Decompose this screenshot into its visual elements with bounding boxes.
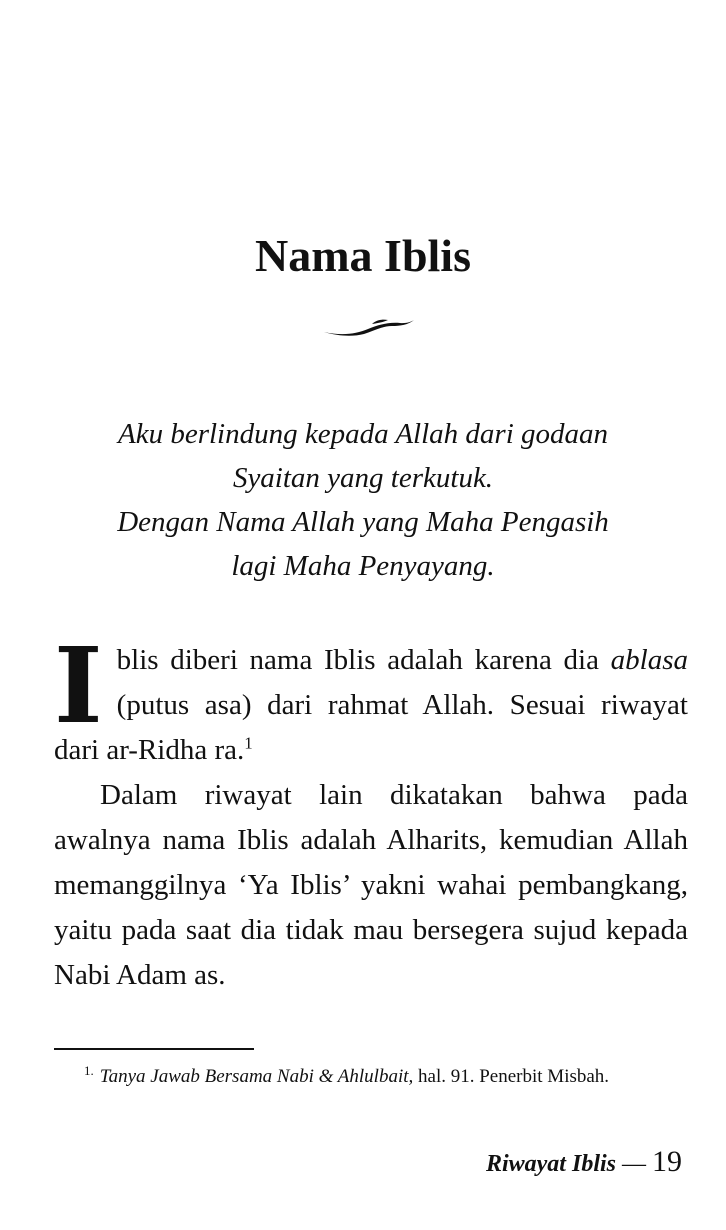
- paragraph-text: blis diberi nama Iblis adalah karena dia: [116, 644, 599, 676]
- footnote-mark: 1.: [84, 1062, 94, 1078]
- ornament-swash: [322, 314, 416, 340]
- basmala-line: Syaitan yang terkutuk.: [232, 462, 494, 494]
- basmala-line: lagi Maha Penyayang.: [231, 550, 495, 582]
- chapter-title: Nama Iblis: [255, 230, 471, 281]
- paragraph-text: (putus asa) dari rahmat Allah. Sesuai riwayat dari ar-Ridha ra.: [54, 689, 688, 766]
- basmala-line: Dengan Nama Allah yang Maha Pengasih: [117, 506, 609, 538]
- page-number: 19: [652, 1145, 682, 1178]
- running-footer: [486, 1146, 682, 1180]
- basmala-block: [0, 412, 726, 588]
- running-title: Riwayat Iblis: [485, 1151, 616, 1177]
- body-text: [54, 624, 689, 998]
- paragraph: [54, 624, 689, 773]
- footnote-reference[interactable]: 1: [244, 733, 253, 753]
- paragraph: Dalam riwayat lain dikatakan bahwa pada awalnya nama Iblis adalah Alharits, kemudian Allah memanggilnya ‘Ya Iblis’ yakni wahai pembangkang, yaitu pada saat dia tidak mau bersegera sujud kepada Nabi Adam as.: [54, 779, 688, 991]
- footnote: [54, 1064, 694, 1090]
- basmala-line: Aku berlindung kepada Allah dari godaan: [118, 418, 608, 450]
- footnote-text: hal. 91. Penerbit Misbah.: [418, 1066, 610, 1087]
- footer-dash: —: [622, 1151, 646, 1177]
- italic-term: ablasa: [610, 644, 689, 676]
- footnote-source: Tanya Jawab Bersama Nabi & Ahlulbait,: [99, 1066, 414, 1087]
- drop-cap: I: [54, 624, 103, 747]
- footnote-divider: [54, 1048, 254, 1050]
